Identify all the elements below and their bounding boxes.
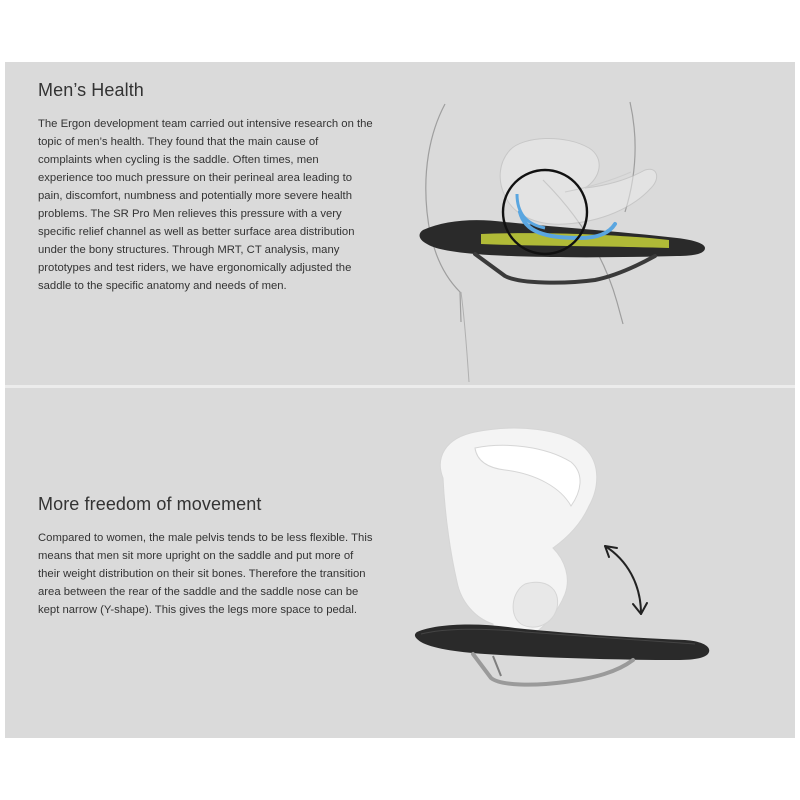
freedom-heading: More freedom of movement	[38, 494, 262, 514]
pelvis-bone	[440, 428, 596, 642]
mens-health-text: The Ergon development team carried out intensive research on the topic of men’s health. They found that the main cause of complaints when cycling is the saddle. Often times, men experience too much pressure on their perineal area leading to pain, discomfort, numbness and potentially more severe health problems. The SR Pro Men relieves this pressure with a very specific relief channel as well as better surface area distribution under the bony structures. Through MRT, CT analysis, many prototypes and test riders, we have ergonomically adjusted the saddle to the specific anatomy and needs of men.	[38, 118, 373, 292]
freedom-text: Compared to women, the male pelvis tends to be less flexible. This means that men sit more upright on the saddle and put more of their weight distribution on their sit bones. Therefore the transition area between the rear of the saddle and the saddle nose can be kept narrow (Y-shape). This gives the legs more space to pedal.	[38, 532, 373, 616]
mens-health-heading: Men’s Health	[38, 80, 144, 100]
pelvis-ghost	[500, 138, 657, 224]
body-outline	[426, 104, 461, 322]
saddle-rail	[475, 254, 655, 283]
freedom-of-movement-section	[5, 388, 795, 738]
saddle-pressure-illustration	[5, 62, 795, 385]
mens-health-section	[5, 62, 795, 385]
movement-arrow-icon	[605, 546, 647, 614]
pelvis-saddle-illustration	[5, 388, 795, 738]
